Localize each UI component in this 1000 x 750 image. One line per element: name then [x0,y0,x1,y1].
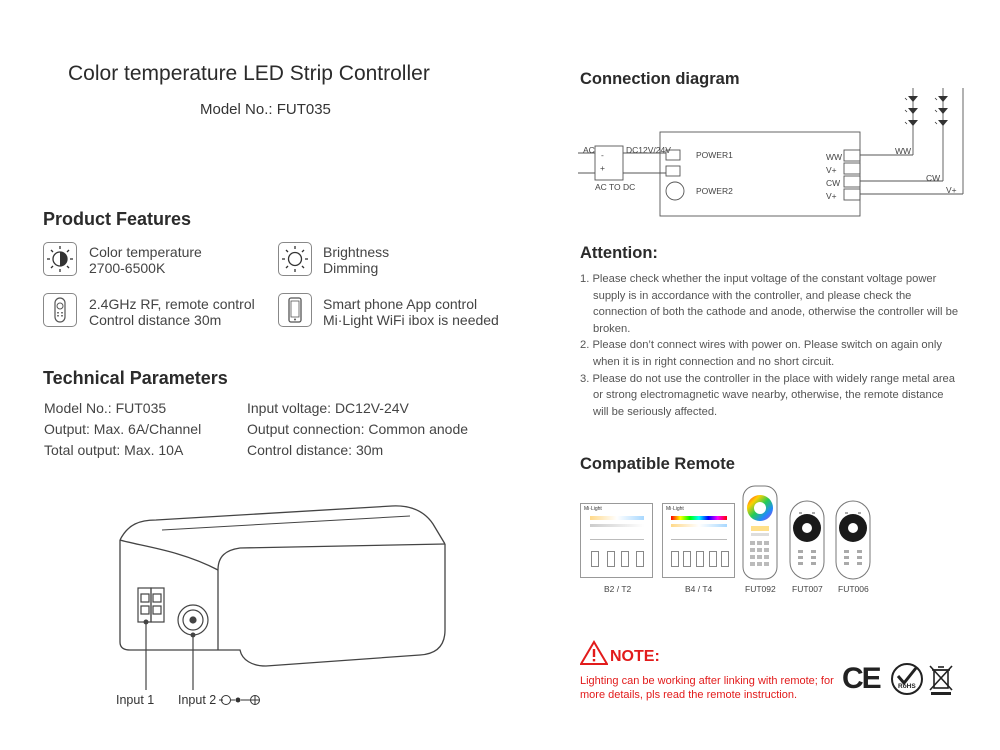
diagram-port-ww: WW [826,152,843,162]
warning-icon [580,640,608,666]
document-title: Color temperature LED Strip Controller [68,62,430,85]
attention-list [580,271,960,420]
diagram-plus: + [600,163,605,173]
params-heading: Technical Parameters [43,368,228,388]
attention-item: 1. Please check whether the input voltage of the constant voltage power supply is in accordance with the controller, and please check the connection of both the cathode and anode, otherwise the controller will be broken. [580,273,959,335]
smartphone-icon [278,293,312,327]
attention-item: 2. Please don’t connect wires with power on. Please switch on again only when it is in right connection and no short circuit. [580,339,942,368]
remote-fut007-label: FUT007 [792,584,823,594]
diagram-ac-label: AC [583,145,595,155]
attention-item: 3. Please do not use the controller in the place with widely range metal area or strong electromagnetic wave nearby, otherwise, the remote distance will be seriously affected. [580,372,955,418]
param-output: Output: Max. 6A/Channel [44,421,202,437]
diagram-minus: - [601,150,604,160]
feature-color-temperature [43,242,77,276]
feature-smartphone-text: Smart phone App control Mi·Light WiFi ibox is needed [323,296,499,328]
feature-brightness-text: Brightness Dimming [323,244,390,276]
diagram-port-vplus: V+ [826,165,837,175]
remote-fut006 [835,500,871,580]
color-temperature-icon [43,242,77,276]
remote-fut007 [789,500,825,580]
note-text: Lighting can be working after linking with remote; for more details, pls read the remote instruction. [580,675,834,701]
diagram-power1: POWER1 [696,150,733,160]
rohs-icon [890,662,924,696]
input1-label: Input 1 [116,693,155,707]
diagram-power2: POWER2 [696,186,733,196]
diagram-wire-cw: CW [926,173,941,183]
model-number: Model No.: FUT035 [200,101,331,118]
diagram-port-vplus2: V+ [826,191,837,201]
param-control-distance: Control distance: 30m [247,442,384,458]
features-heading: Product Features [43,209,192,229]
diagram-dc-label: DC12V/24V [626,145,671,155]
rohs-label: RoHS [898,683,916,690]
controller-product-drawing [100,480,470,720]
remote-fut092-label: FUT092 [745,584,776,594]
feature-brightness [278,242,312,276]
feature-smartphone [278,293,312,327]
feature-color-temperature-text: Color temperature 2700-6500K [89,244,202,276]
note-label: NOTE: [610,648,660,665]
attention-heading: Attention: [580,244,658,262]
remote-fut006-label: FUT006 [838,584,869,594]
params-left-column [44,398,201,461]
ce-mark-icon: CE [842,662,880,695]
param-output-connection: Output connection: Common anode [247,421,469,437]
diagram-port-cw: CW [826,178,841,188]
diagram-ac-to-dc: AC TO DC [595,182,636,192]
remote-b4-t4-label: B4 / T4 [685,584,713,594]
diagram-wire-vplus: V+ [946,185,957,195]
compatible-remote-heading: Compatible Remote [580,455,735,473]
brightness-icon [278,242,312,276]
param-model: Model No.: FUT035 [44,400,167,416]
params-right-column [247,398,468,461]
connection-diagram [578,88,978,223]
connection-diagram-heading: Connection diagram [580,70,740,88]
input2-label: Input 2 [178,693,217,707]
weee-bin-icon [928,662,954,696]
remote-b2-t2: Mi·Light [580,503,653,578]
remote-fut092 [742,485,778,580]
param-input-voltage: Input voltage: DC12V-24V [247,400,409,416]
param-total-output: Total output: Max. 10A [44,442,184,458]
remote-b2-t2-label: B2 / T2 [604,584,632,594]
feature-remote [43,293,77,327]
remote-control-icon [43,293,77,327]
feature-remote-text: 2.4GHz RF, remote control Control distance 30m [89,296,255,328]
remote-b4-t4: Mi·Light [662,503,735,578]
dc-polarity-icon [218,692,263,708]
diagram-wire-ww: WW [895,146,912,156]
